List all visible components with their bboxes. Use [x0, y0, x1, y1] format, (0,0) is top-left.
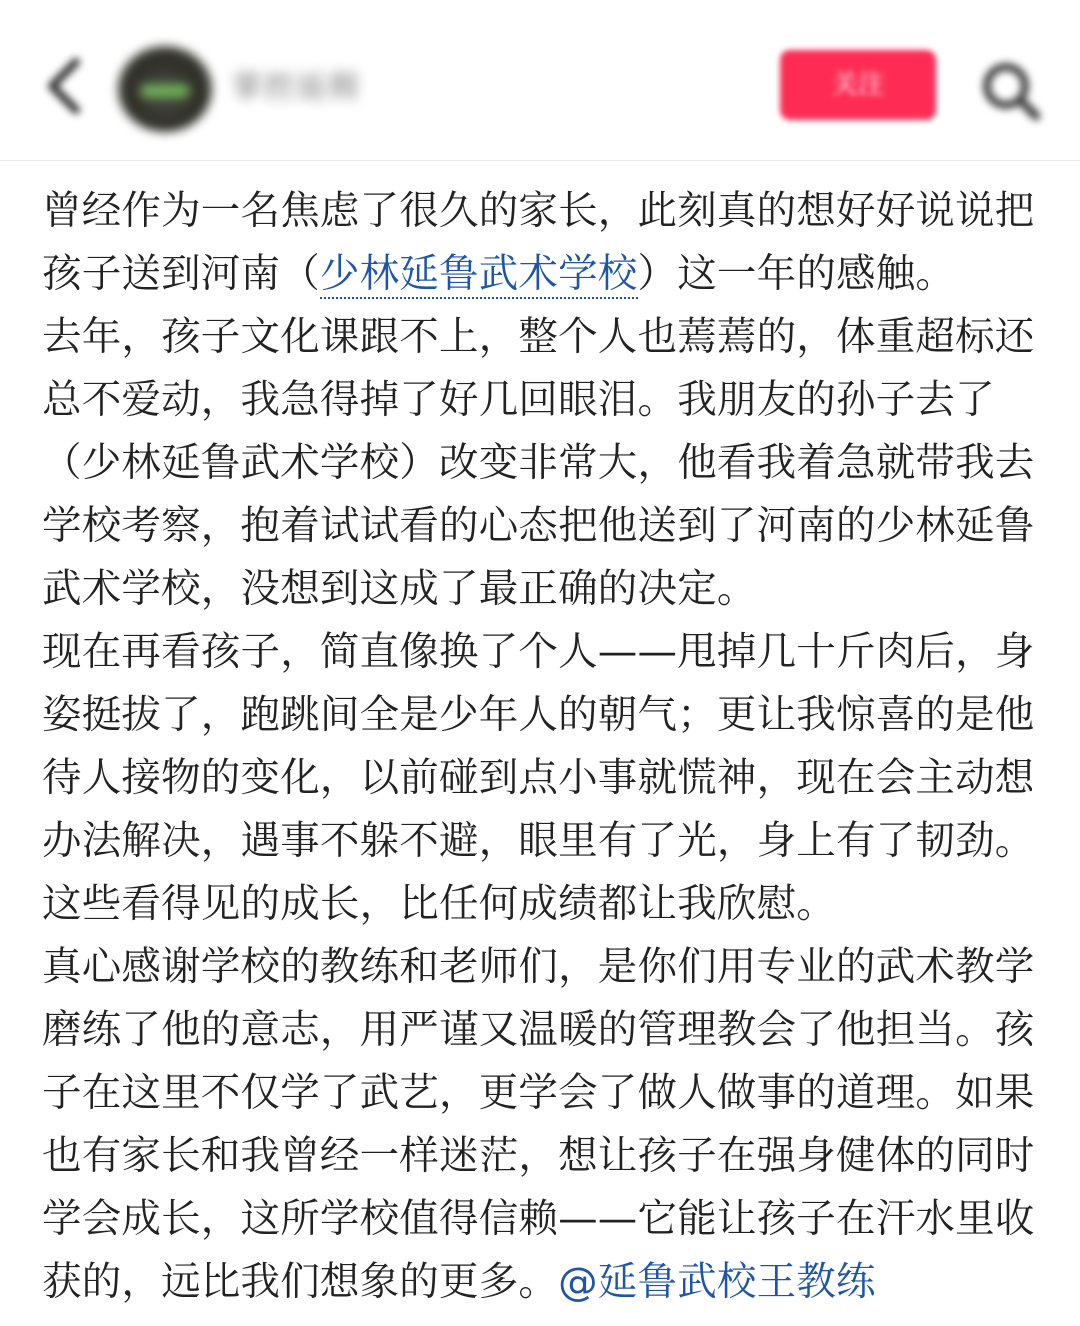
- follow-button[interactable]: 关注: [780, 50, 936, 120]
- school-link[interactable]: 少林延鲁武术学校: [319, 251, 638, 297]
- post-paragraph-2: 去年，孩子文化课跟不上，整个人也蔫蔫的，体重超标还总不爱动，我急得掉了好几回眼泪。我朋友的孙子去了（少林延鲁武术学校）改变非常大，他看我着急就带我去学校考察，抱着试试看的心态把他送到了河南的少林延鲁武术学校，没想到这成了最正确的决定。: [42, 314, 1035, 612]
- top-bar: [0, 0, 1080, 161]
- post-paragraph-3: 现在再看孩子，简直像换了个人——甩掉几十斤肉后，身姿挺拔了，跑跳间全是少年人的朝气；更让我惊喜的是他待人接物的变化，以前碰到点小事就慌神，现在会主动想办法解决，遇事不躲不避，眼里有了光，身上有了韧劲。这些看得见的成长，比任何成绩都让我欣慰。: [42, 629, 1035, 927]
- coach-mention-link[interactable]: @延鲁武校王教练: [558, 1259, 876, 1305]
- post-paragraph-4: 真心感谢学校的教练和老师们，是你们用专业的武术教学磨练了他的意志，用严谨又温暖的管理教会了他担当。孩子在这里不仅学了武艺，更学会了做人做事的道理。如果也有家长和我曾经一样迷茫，想让孩子在强身健体的同时学会成长，这所学校值得信赖——它能让孩子在汗水里收获的，远比我们想象的更多。@延鲁武校王教练: [42, 944, 1035, 1305]
- avatar[interactable]: [118, 46, 212, 132]
- post-body: [42, 180, 1052, 1314]
- back-arrow-icon[interactable]: [40, 56, 90, 116]
- search-icon[interactable]: [976, 56, 1046, 126]
- post-paragraph-1: 曾经作为一名焦虑了很久的家长，此刻真的想好好说说把孩子送到河南（少林延鲁武术学校）这一年的感触。: [42, 188, 1035, 297]
- author-name[interactable]: 掌控返佣: [232, 70, 360, 105]
